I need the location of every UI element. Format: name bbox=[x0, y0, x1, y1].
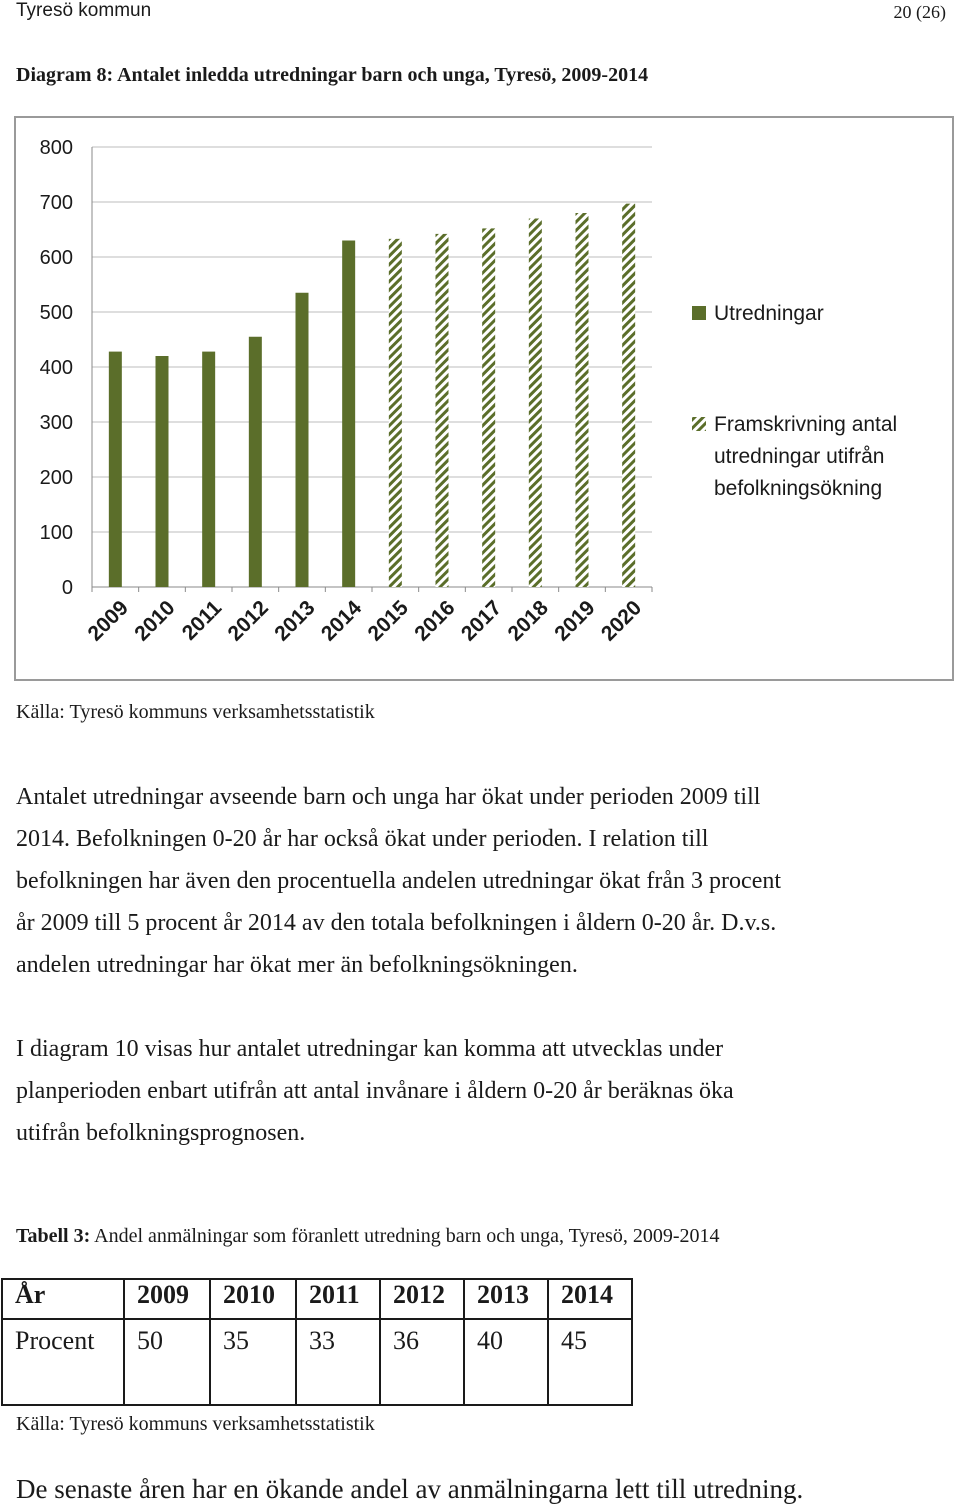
y-tick-label: 0 bbox=[61, 577, 73, 599]
y-tick-label: 500 bbox=[39, 302, 73, 324]
y-tick-label: 600 bbox=[39, 247, 73, 269]
y-tick-label: 700 bbox=[39, 192, 73, 214]
x-tick-label: 2013 bbox=[270, 596, 320, 646]
table-header-cell: 2012 bbox=[380, 1279, 464, 1319]
x-tick-label: 2018 bbox=[503, 596, 553, 646]
header-page-number: 20 (26) bbox=[893, 2, 946, 22]
table-header-cell: 2013 bbox=[464, 1279, 548, 1319]
table-cell: 40 bbox=[464, 1319, 548, 1405]
bar-framskrivning bbox=[622, 204, 635, 587]
bar-framskrivning bbox=[529, 219, 542, 588]
bar-utredningar bbox=[202, 352, 215, 587]
bar-utredningar bbox=[156, 356, 169, 587]
bar-framskrivning bbox=[576, 213, 589, 587]
x-tick-label: 2019 bbox=[550, 596, 600, 646]
bar-framskrivning bbox=[436, 234, 449, 587]
bar-utredningar bbox=[249, 337, 262, 587]
table-cell: 45 bbox=[548, 1319, 632, 1405]
paragraph-2 bbox=[16, 1028, 956, 1154]
percent-table bbox=[1, 1278, 633, 1406]
legend-swatch-utredningar bbox=[692, 306, 706, 320]
table-cell: 33 bbox=[296, 1319, 380, 1405]
bar-utredningar bbox=[296, 293, 309, 587]
paragraph-1-line: Antalet utredningar avseende barn och unga har ökat under perioden 2009 till bbox=[16, 784, 761, 810]
paragraph-1-line: 2014. Befolkningen 0-20 år har också ökat under perioden. I relation till bbox=[16, 826, 709, 852]
table-cell: 50 bbox=[124, 1319, 210, 1405]
table-cell: 36 bbox=[380, 1319, 464, 1405]
y-tick-label: 300 bbox=[39, 412, 73, 434]
table-header-cell: 2011 bbox=[296, 1279, 380, 1319]
table-caption bbox=[16, 1225, 719, 1248]
table-row bbox=[2, 1319, 632, 1405]
x-tick-label: 2017 bbox=[456, 596, 507, 646]
x-tick-label: 2020 bbox=[596, 596, 647, 646]
x-tick-label: 2015 bbox=[363, 596, 413, 646]
closing-sentence: De senaste åren har en ökande andel av anmälningarna lett till utredning. bbox=[16, 1474, 804, 1504]
paragraph-2-line: I diagram 10 visas hur antalet utredningar kan komma att utvecklas under bbox=[16, 1036, 724, 1062]
diagram-title: Diagram 8: Antalet inledda utredningar barn och unga, Tyresö, 2009-2014 bbox=[16, 64, 649, 86]
table-cell: Procent bbox=[2, 1319, 124, 1405]
y-tick-label: 100 bbox=[39, 522, 73, 544]
legend-swatch-framskrivning bbox=[692, 417, 706, 431]
paragraph-2-line: utifrån befolkningsprognosen. bbox=[16, 1120, 306, 1146]
bar-utredningar bbox=[109, 352, 122, 587]
bar-framskrivning bbox=[389, 239, 402, 587]
x-tick-label: 2016 bbox=[410, 596, 460, 646]
table-source: Källa: Tyresö kommuns verksamhetsstatistik bbox=[16, 1413, 375, 1435]
y-tick-label: 200 bbox=[39, 467, 73, 489]
y-tick-label: 400 bbox=[39, 357, 73, 379]
chart-frame bbox=[14, 116, 954, 681]
legend-label-framskrivning-line-2: utredningar utifrån bbox=[714, 445, 885, 468]
chart-source: Källa: Tyresö kommuns verksamhetsstatistik bbox=[16, 701, 375, 723]
bar-chart bbox=[16, 118, 952, 679]
table-header-cell: År bbox=[2, 1279, 124, 1319]
table-header-row bbox=[2, 1279, 632, 1319]
x-tick-label: 2012 bbox=[223, 596, 273, 646]
y-tick-label: 800 bbox=[39, 137, 73, 159]
x-tick-label: 2014 bbox=[316, 596, 367, 646]
table-caption-text: Andel anmälningar som föranlett utredning barn och unga, Tyresö, 2009-2014 bbox=[90, 1225, 720, 1247]
table-header-cell: 2014 bbox=[548, 1279, 632, 1319]
paragraph-1-line: andelen utredningar har ökat mer än befolkningsökningen. bbox=[16, 952, 578, 978]
x-tick-label: 2010 bbox=[130, 596, 180, 646]
table-header-cell: 2010 bbox=[210, 1279, 296, 1319]
paragraph-1-line: år 2009 till 5 procent år 2014 av den totala befolkningen i åldern 0-20 år. D.v.s. bbox=[16, 910, 777, 936]
bar-framskrivning bbox=[482, 228, 495, 587]
legend-label-framskrivning-line-1: Framskrivning antal bbox=[714, 413, 898, 436]
paragraph-1 bbox=[16, 776, 956, 986]
paragraph-2-line: planperioden enbart utifrån att antal invånare i åldern 0-20 år beräknas öka bbox=[16, 1078, 734, 1104]
legend-label-utredningar: Utredningar bbox=[714, 302, 824, 325]
bar-utredningar bbox=[342, 241, 355, 588]
x-tick-label: 2009 bbox=[83, 596, 133, 646]
header-org: Tyresö kommun bbox=[16, 0, 152, 21]
x-tick-label: 2011 bbox=[177, 596, 227, 645]
paragraph-1-line: befolkningen har även den procentuella andelen utredningar ökat från 3 procent bbox=[16, 868, 782, 894]
table-header-cell: 2009 bbox=[124, 1279, 210, 1319]
legend-label-framskrivning-line-3: befolkningsökning bbox=[714, 477, 883, 500]
table-caption-label: Tabell 3: bbox=[16, 1225, 91, 1247]
table-cell: 35 bbox=[210, 1319, 296, 1405]
